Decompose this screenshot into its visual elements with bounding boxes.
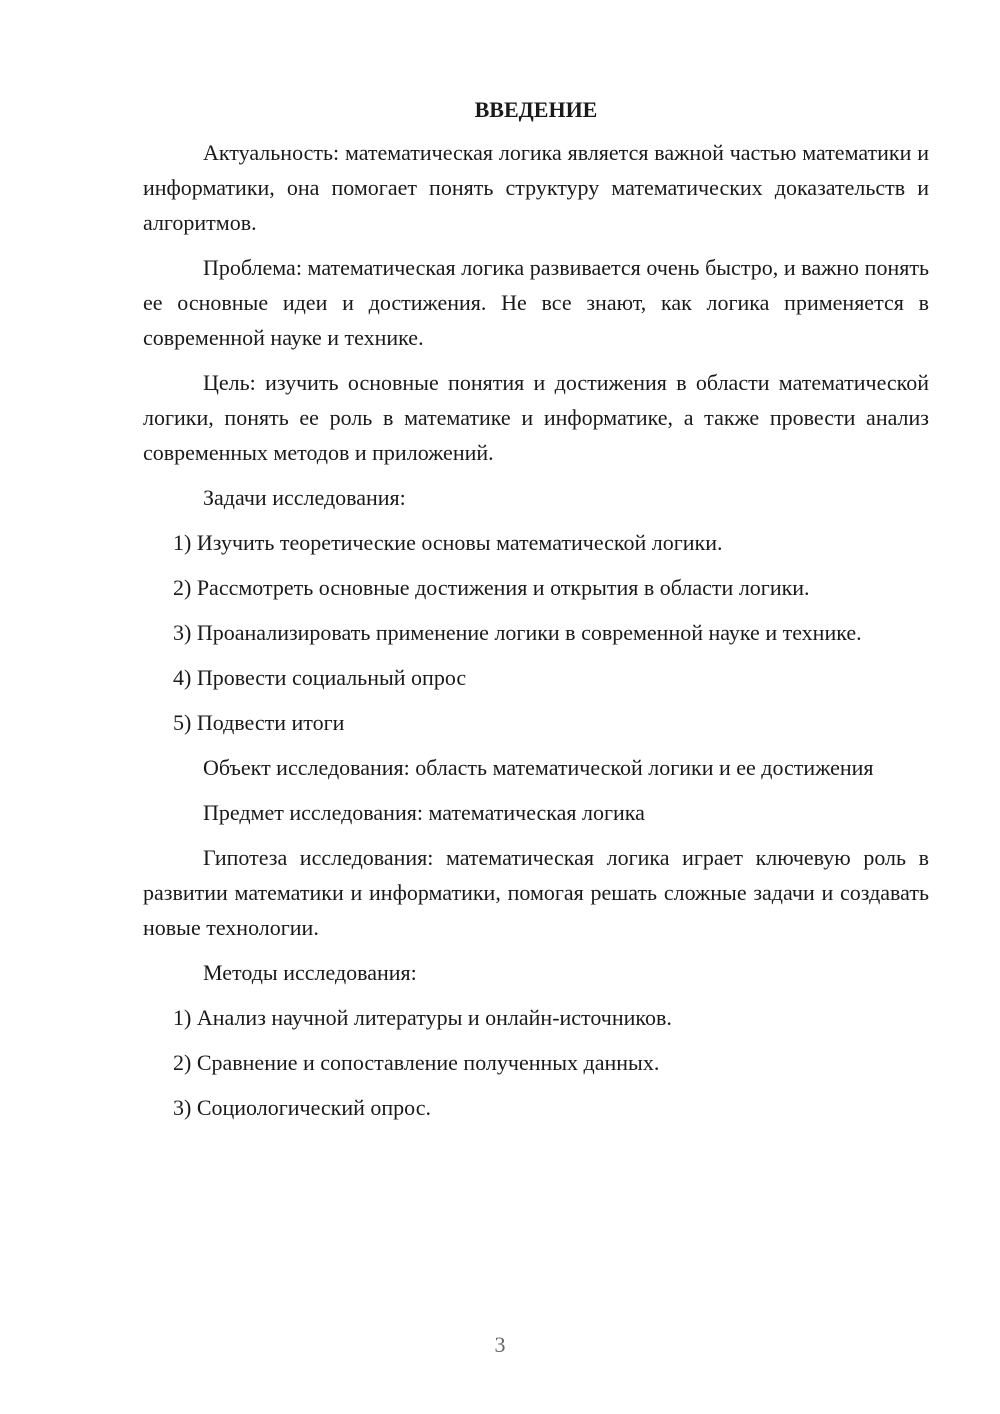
page-title: ВВЕДЕНИЕ	[474, 97, 598, 122]
task-item-3: 3) Проанализировать применение логики в современной науке и технике.	[173, 620, 862, 645]
method-item-3: 3) Социологический опрос.	[173, 1095, 431, 1120]
task-item-2: 2) Рассмотреть основные достижения и открытия в области логики.	[173, 575, 810, 600]
goal-paragraph: Цель: изучить основные понятия и достижения в области математической логики, понять ее роль в математике и информатике, а также провести анализ современных методов и приложений.	[143, 370, 929, 465]
problem-paragraph: Проблема: математическая логика развивается очень быстро, и важно понять ее основные идеи и достижения. Не все знают, как логика применяется в современной науке и технике.	[143, 255, 929, 350]
relevance-paragraph: Актуальность: математическая логика является важной частью математики и информатики, она помогает понять структуру математических доказательств и алгоритмов.	[143, 140, 929, 235]
method-item-1: 1) Анализ научной литературы и онлайн-источников.	[173, 1005, 672, 1030]
tasks-title: Задачи исследования:	[203, 485, 406, 510]
subject-paragraph: Предмет исследования: математическая логика	[203, 800, 645, 825]
document-page	[143, 92, 929, 1135]
task-item-1: 1) Изучить теоретические основы математической логики.	[173, 530, 723, 555]
page-number: 3	[494, 1332, 506, 1357]
object-paragraph: Объект исследования: область математической логики и ее достижения	[203, 755, 874, 780]
method-item-2: 2) Сравнение и сопоставление полученных данных.	[173, 1050, 660, 1075]
task-item-5: 5) Подвести итоги	[173, 710, 345, 735]
hypothesis-paragraph: Гипотеза исследования: математическая логика играет ключевую роль в развитии математики и информатики, помогая решать сложные задачи и создавать новые технологии.	[143, 845, 929, 940]
task-item-4: 4) Провести социальный опрос	[173, 665, 467, 690]
methods-title: Методы исследования:	[203, 960, 417, 985]
